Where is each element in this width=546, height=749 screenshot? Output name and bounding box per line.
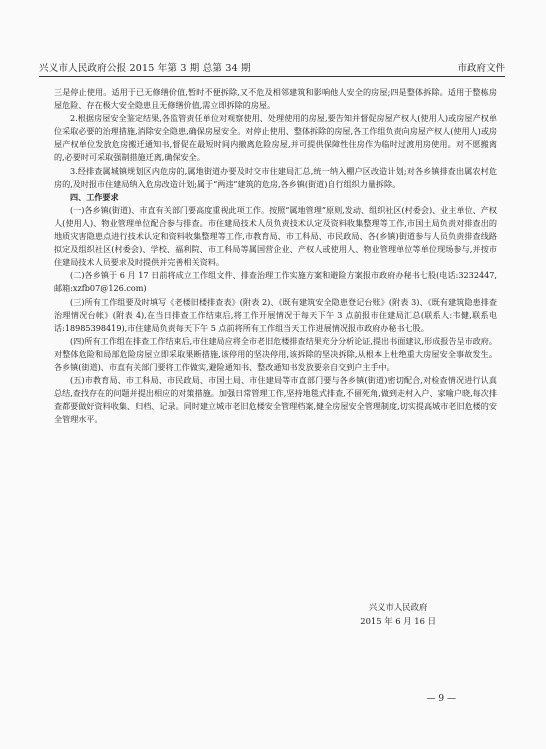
header-divider: [39, 76, 505, 77]
document-body: [54, 86, 497, 426]
paragraph-1: 三是停止使用。适用于已无修缮价值,暂时不便拆除,又不危及相邻建筑和影响他人安全的房屋;四是整体拆除。适用于整栋房屋危险、存在极大安全隐患且无修缮价值,需立即拆除的房屋。: [54, 87, 497, 111]
paragraph-6: (三)所有工作组要及时填写《老楼旧楼排查表》(附表 2)、《既有建筑安全隐患登记台账》(附表 3)、《既有建筑隐患排查治理情况台帐》(附表 4),在当日排查工作结束后,将工作开展情况于每天下午 3 点前报市住建局汇总(联系人:韦健,联系电话:18985398419),市住建局负责每天下午 5 点前将所有工作组当天工作进展情况报市政府办秘书七股。: [54, 296, 497, 333]
page-number: — 9 —: [426, 694, 456, 704]
section-header: 市政府文件: [457, 63, 505, 74]
paragraph-7: (四)所有工作组在排查工作结束后,市住建局应将全市老旧危楼排查结果充分分析论证,提出书面建议,形成报告呈市政府。对整体危险和局部危险房屋立即采取果断措施,该停用的坚决停用,该拆除的坚决拆除,从根本上杜绝重大房屋安全事故发生。各乡镇(街道)、市直有关部门要将工作做实,避险通知书、整改通知书发放要亲自交到户主手中。: [54, 335, 497, 372]
paragraph-5: (二)各乡镇于 6 月 17 日前将成立工作组文件、排查治理工作实施方案和避险方案报市政府办秘书七股(电话:3232447,邮箱:xzfb07@126.com): [54, 270, 497, 294]
paragraph-3: 3.经排查属城镇规划区内危房的,属地街道办要及时交市住建局汇总,统一纳入棚户区改造计划;对各乡镇排查出属农村危房的,及时报市住建局纳入危房改造计划;属于“两违”建筑的危房,各乡镇(街道)自行组织力量拆除。: [54, 165, 497, 189]
paragraph-8: (五)市教育局、市工科局、市民政局、市国土局、市住建局等市直部门要与各乡镇(街道)密切配合,对检查情况进行认真总结,查找存在的问题并提出相应的对策措施。加强日常管理工作,坚持地毯式排查,不留死角,做到走村入户、家喻户晓,每次排查都要做好资料收集、归档、记录。同时建立城市老旧危楼安全管理档案,健全房屋安全管理制度,切实提高城市老旧危楼的安全管理水平。: [54, 375, 497, 425]
section-heading: 四、工作要求: [70, 191, 119, 202]
signature-date: 2015 年 6 月 16 日: [360, 616, 436, 626]
signature-block: [360, 600, 436, 628]
paragraph-4: (一)各乡镇(街道)、市直有关部门要高度重视此项工作。按照“属地管理”原则,发动、组织社区(村委会)、业主单位、产权人(使用人)、物业管理单位配合参与排查。市住建局技术人员负责技术认定及资料收集整理等工作,市国土局负责对排查出的地质灾害隐患点进行技术认定和资料收集整理等工作,市教育局、市工科局、市民政局、各(乡镇)街道参与人员负责排查线路拟定及组织社区(村委会)、学校、福利院、市工科局等属国营企业、产权人或使用人、物业管理单位等单位现场参与,并按市住建局技术人员要求及时提供并完善相关资料。: [54, 204, 497, 268]
publication-header: 兴义市人民政府公报 2015 年第 3 期 总第 34 期: [39, 63, 251, 74]
paragraph-2: 2.根据房屋安全鉴定结果,各监管责任单位对观察使用、处理使用的房屋,要告知并督促房屋产权人(使用人)或房屋产权单位采取必要的治理措施,消除安全隐患,确保房屋安全。对停止使用、整体拆除的房屋,各工作组负责向房屋产权人(使用人)或房屋产权单位发放危房搬迁通知书,督促在最短时间内撤离危险房屋,并可提供保障性住房作为临时过渡用房使用。对不愿搬离的,必要时可采取强制措施迁离,确保安全。: [54, 113, 498, 163]
signature-org: 兴义市人民政府: [368, 602, 428, 612]
